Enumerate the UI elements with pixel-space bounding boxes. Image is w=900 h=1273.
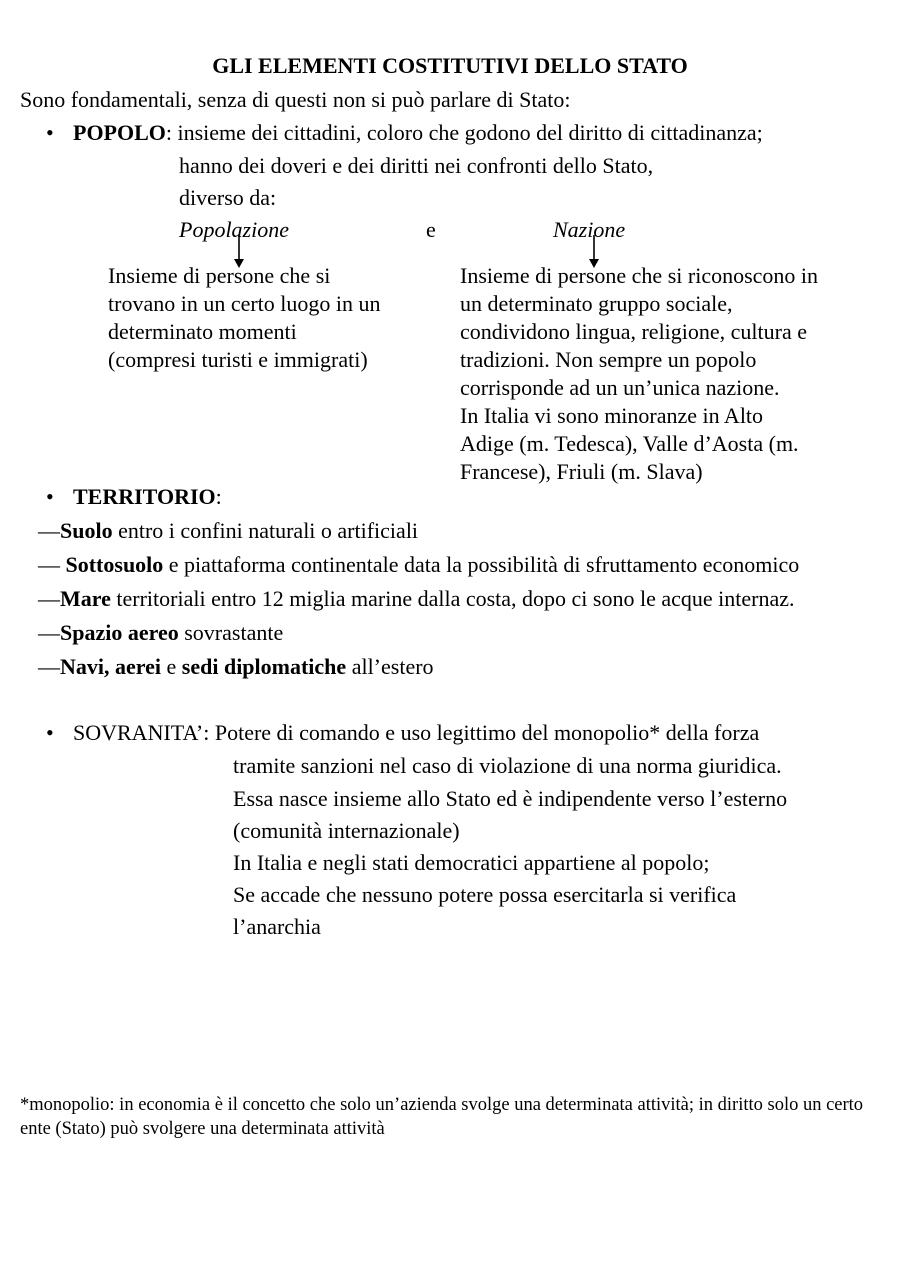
sovranita-line-1: SOVRANITA’: Potere di comando e uso legittimo del monopolio* della forza	[73, 720, 760, 745]
footnote: *monopolio: in economia è il concetto che solo un’azienda svolge una determinata attività; in diritto solo un certo ente (Stato) può svolgere una determinata attività	[20, 1095, 864, 1139]
intro-text: Sono fondamentali, senza di questi non si può parlare di Stato:	[20, 87, 571, 112]
territorio-item-navi: —Navi, aerei e sedi diplomatiche all’estero	[38, 654, 434, 679]
territorio-bullet: •	[46, 484, 54, 509]
nazione-definition: Insieme di persone che si riconoscono in un determinato gruppo sociale, condividono lingua, religione, cultura e tradizioni. Non sempre un popolo corrisponde ad un un’unica nazione. In Italia vi sono minoranze in Alto Adige (m. Tedesca), Valle d’Aosta (m. Francese), Friuli (m. Slava)	[460, 263, 819, 484]
territorio-item-sottosuolo: — Sottosuolo e piattaforma continentale data la possibilità di sfruttamento economico	[38, 552, 800, 577]
page-title: GLI ELEMENTI COSTITUTIVI DELLO STATO	[212, 53, 688, 78]
popolazione-definition: Insieme di persone che si trovano in un certo luogo in un determinato momenti (compresi turisti e immigrati)	[108, 263, 381, 372]
sovranita-line-3: Essa nasce insieme allo Stato ed è indipendente verso l’esterno	[233, 786, 788, 811]
sovranita-line-5: In Italia e negli stati democratici appartiene al popolo;	[233, 850, 710, 875]
territorio-heading: TERRITORIO:	[73, 484, 222, 509]
popolo-line-1	[73, 120, 763, 146]
nazione-term: Nazione	[553, 217, 626, 242]
sovranita-bullet: •	[46, 720, 54, 745]
popolo-line-3: diverso da:	[179, 185, 277, 210]
popolazione-term: Popolazione	[179, 217, 289, 242]
territorio-item-suolo: —Suolo entro i confini naturali o artificiali	[38, 518, 419, 543]
popolo-definition: : insieme dei cittadini, coloro che godono del diritto di cittadinanza;	[165, 120, 763, 145]
sovranita-line-4: (comunità internazionale)	[233, 818, 460, 843]
territorio-item-mare: —Mare territoriali entro 12 miglia marine dalla costa, dopo ci sono le acque internaz.	[38, 586, 795, 611]
sovranita-line-2: tramite sanzioni nel caso di violazione di una norma giuridica.	[233, 753, 782, 778]
connector-e: e	[426, 217, 436, 242]
sovranita-line-7: l’anarchia	[233, 914, 321, 939]
footnote-asterisk: *	[649, 720, 661, 745]
popolo-bullet: •	[46, 120, 54, 145]
popolo-line-2: hanno dei doveri e dei diritti nei confronti dello Stato,	[179, 153, 654, 178]
sovranita-line-6: Se accade che nessuno potere possa esercitarla si verifica	[233, 882, 737, 907]
territorio-item-spazio-aereo: —Spazio aereo sovrastante	[38, 620, 284, 645]
popolo-term: POPOLO	[73, 120, 166, 145]
